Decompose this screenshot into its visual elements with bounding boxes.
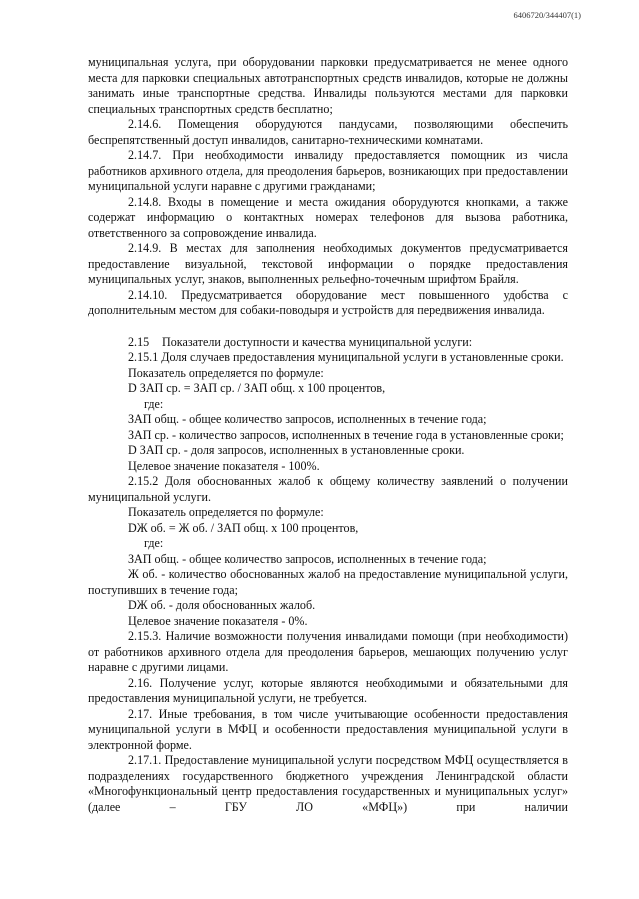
- formula-intro: Показатель определяется по формуле:: [128, 365, 324, 380]
- formula-definition: ЗАП общ. - общее количество запросов, исполненных в течение года;: [128, 412, 487, 426]
- paragraph-parking: муниципальная услуга, при оборудовании парковки предусматривается не менее одного места для парковки специальных автотранспортных средств инвалидов, которые не должны занимать иные транспортные средства. Инвалиды пользуются местами для парковки специальных транспортных средств бесплатно;: [88, 55, 568, 116]
- paragraph-2-17-1: 2.17.1. Предоставление муниципальной услуги посредством МФЦ осуществляется в подразделениях государственного бюджетного учреждения Ленинградской области «Многофункциональный центр предоставления государственных и муниципальных услуг» (далее – ГБУ ЛО «МФЦ») при наличии: [88, 753, 568, 814]
- formula-definition: Ж об. - количество обоснованных жалоб на предоставление муниципальной услуги, поступивших в течение года;: [88, 567, 568, 597]
- paragraph-2-15-2: 2.15.2 Доля обоснованных жалоб к общему количеству заявлений о получении муниципальной услуги.: [88, 474, 568, 504]
- formula-definition: ЗАП общ. - общее количество запросов, исполненных в течение года;: [128, 551, 487, 566]
- target-value: Целевое значение показателя - 0%.: [128, 613, 308, 628]
- spacer: [88, 319, 568, 335]
- section-number: 2.15: [128, 334, 150, 349]
- formula-definition: DЖ об. - доля обоснованных жалоб.: [128, 598, 316, 612]
- formula-where: где:: [144, 536, 164, 550]
- paragraph-2-14-9: 2.14.9. В местах для заполнения необходимых документов предусматривается предоставление визуальной, текстовой информации о порядке предоставления муниципальных услуг, знаков, выполненных рельефно-точечным шрифтом Брайля.: [88, 241, 568, 286]
- paragraph-2-14-7: 2.14.7. При необходимости инвалиду предоставляется помощник из числа работников архивного отдела, для преодоления барьеров, возникающих при предоставлении муниципальной услуги наравне с другими гражданами;: [88, 148, 568, 193]
- section-2-15-heading: [88, 335, 568, 351]
- paragraph-2-15-3: 2.15.3. Наличие возможности получения инвалидами помощи (при необходимости) от работников архивного отдела для преодоления барьеров, мешающих получению услуг наравне с другими лицами.: [88, 629, 568, 674]
- paragraph-2-15-1: 2.15.1 Доля случаев предоставления муниципальной услуги в установленные сроки.: [128, 350, 564, 364]
- formula: DЖ об. = Ж об. / ЗАП общ. х 100 процентов,: [128, 520, 359, 535]
- paragraph-2-17: 2.17. Иные требования, в том числе учитывающие особенности предоставления муниципальной услуги в МФЦ и особенности предоставления муниципальной услуги в электронной форме.: [88, 706, 568, 752]
- section-title: Показатели доступности и качества муниципальной услуги:: [162, 334, 473, 349]
- formula-definition: ЗАП ср. - количество запросов, исполненных в течение года в установленные сроки;: [128, 427, 564, 442]
- document-body: [88, 55, 568, 815]
- formula-where: где:: [144, 396, 164, 411]
- paragraph-2-14-6: 2.14.6. Помещения оборудуются пандусами, позволяющими обеспечить беспрепятственный доступ инвалидов, санитарно-техническими комнатами.: [88, 117, 568, 147]
- formula-definition: D ЗАП ср. - доля запросов, исполненных в установленные сроки.: [128, 443, 465, 457]
- paragraph-2-14-8: 2.14.8. Входы в помещение и места ожидания оборудуются кнопками, а также содержат информацию о контактных номерах телефонов для вызова работника, ответственного за сопровождение инвалида.: [88, 194, 568, 240]
- document-id: 6406720/344407(1): [513, 10, 581, 20]
- formula: D ЗАП ср. = ЗАП ср. / ЗАП общ. х 100 процентов,: [128, 381, 386, 395]
- target-value: Целевое значение показателя - 100%.: [128, 458, 320, 473]
- paragraph-2-16: 2.16. Получение услуг, которые являются необходимыми и обязательными для предоставления муниципальной услуги, не требуется.: [88, 675, 568, 705]
- formula-intro: Показатель определяется по формуле:: [128, 505, 324, 519]
- paragraph-2-14-10: 2.14.10. Предусматривается оборудование мест повышенного удобства с дополнительным местом для собаки-поводыря и устройств для передвижения инвалида.: [88, 287, 568, 317]
